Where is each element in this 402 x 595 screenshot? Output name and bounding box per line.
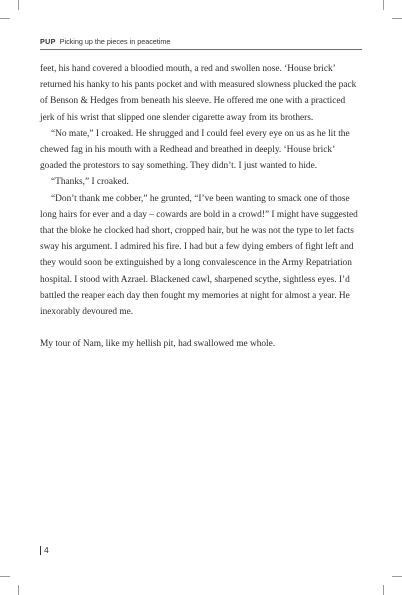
crop-mark	[392, 18, 402, 19]
paragraph: feet, his hand covered a bloodied mouth, a red and swollen nose. ‘House brick’ returned his hanky to his pants pocket and with measured slowness plucked the pack of Benson & Hedges from beneath his sleeve. He offered me one with a practiced jerk of his wrist that slipped one slender cigarette away from its brothers.	[40, 64, 357, 123]
body-text	[40, 61, 362, 353]
chapter-title: Picking up the pieces in peacetime	[59, 37, 171, 46]
crop-mark	[383, 585, 384, 595]
page-number: 4	[44, 545, 49, 555]
paragraph: “No mate,” I croaked. He shrugged and I could feel every eye on us as he lit the chewed fag in his mouth with a Redhead and breathed in deeply. ‘House brick’ goaded the protestors to say something. They didn’t. I just wanted to hide.	[40, 128, 350, 172]
book-title: PUP	[40, 37, 56, 46]
folio-rule	[40, 546, 41, 555]
paragraph: “Don’t thank me cobber,” he grunted, “I’ve been wanting to smack one of those long hairs for ever and a day – cowards are bold in a crowd!” I might have suggested that the bloke he clocked had short, cropped hair, but he was not the type to let facts sway his argument. I admired his fire. I had but a few dying embers of fight left and they would soon be extinguished by a long convalescence in the Army Repatriation hospital. I stood with Azrael. Blackened cawl, sharpened scythe, sightless eyes. I’d battled the reaper each day then fought my memories at night for almost a year. He inexorably devoured me.	[40, 193, 358, 318]
crop-mark	[0, 18, 10, 19]
paragraph: My tour of Nam, like my hellish pit, had swallowed me whole.	[40, 339, 276, 350]
crop-mark	[392, 576, 402, 577]
crop-mark	[0, 576, 10, 577]
crop-mark	[383, 0, 384, 10]
crop-mark	[18, 585, 19, 595]
paragraph: “Thanks,” I croaked.	[51, 177, 129, 188]
running-header	[40, 37, 362, 50]
page-footer	[40, 545, 49, 555]
crop-mark	[18, 0, 19, 10]
